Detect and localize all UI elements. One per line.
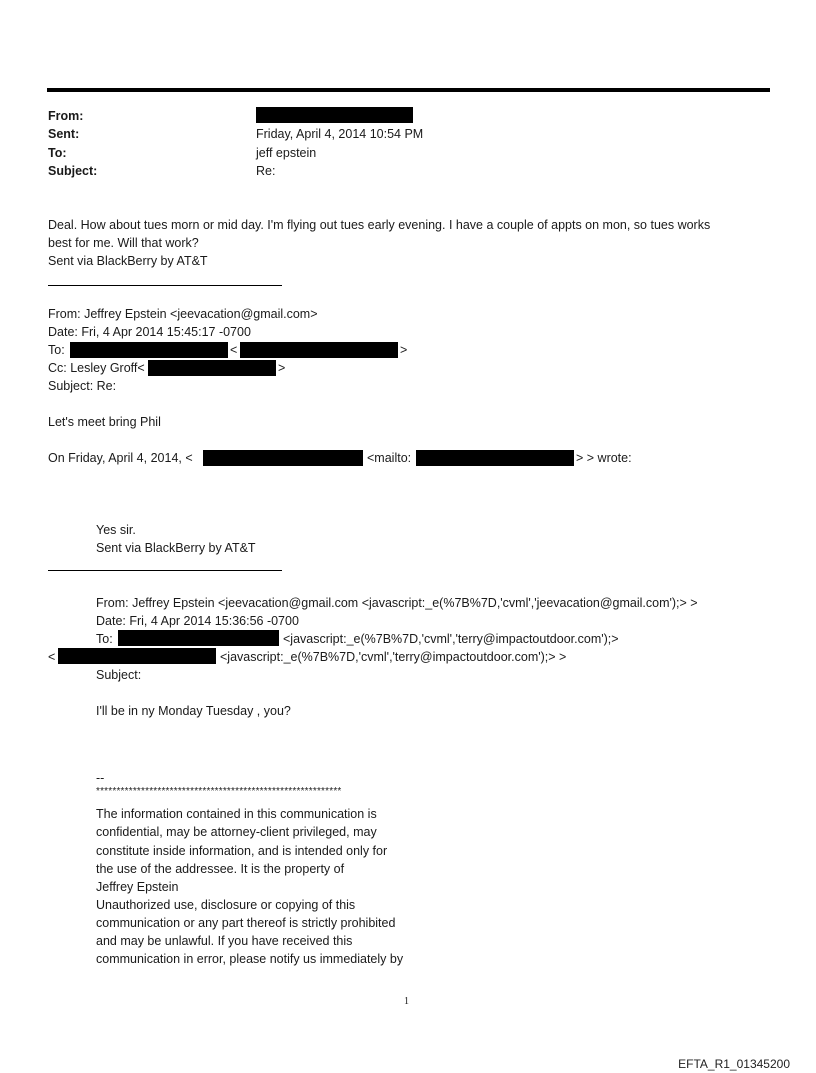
separator-2: [48, 570, 282, 571]
redacted-q2-to-email: [58, 648, 216, 664]
reply-line-1: Deal. How about tues morn or mid day. I'm flying out tues early evening. I have a couple of appts on mon, so tues works: [48, 218, 711, 232]
disclaimer-line: Unauthorized use, disclosure or copying of this: [96, 898, 356, 912]
sent-label: Sent:: [48, 127, 80, 141]
quoted2-to-js: <javascript:_e(%7B%7D,'cvml','terry@impactoutdoor.com');>: [283, 632, 619, 646]
quoted2-subject: Subject:: [96, 668, 142, 682]
reply-line-2: best for me. Will that work?: [48, 236, 199, 250]
disclaimer-line: and may be unlawful. If you have received this: [96, 934, 353, 948]
to-label: To:: [48, 146, 67, 160]
from-label: From:: [48, 109, 84, 123]
reply2-line-2: Sent via BlackBerry by AT&T: [96, 541, 256, 555]
quoted1-to-lt: <: [230, 343, 238, 357]
sent-value: Friday, April 4, 2014 10:54 PM: [256, 127, 424, 141]
quoted1-body: Let's meet bring Phil: [48, 415, 161, 429]
disclaimer-line: The information contained in this communication is: [96, 807, 377, 821]
redacted-q2-to-name: [118, 630, 279, 646]
quoted2-body: I'll be in ny Monday Tuesday , you?: [96, 704, 291, 718]
quoted2-lt: <: [48, 650, 56, 664]
subject-label: Subject:: [48, 164, 98, 178]
disclaimer-line: the use of the addressee. It is the property of: [96, 862, 345, 876]
signature-stars: ************************************************************: [96, 786, 342, 797]
redacted-on-name: [203, 450, 363, 466]
disclaimer-line: communication in error, please notify us immediately by: [96, 952, 404, 966]
quoted2-to-label: To:: [96, 632, 113, 646]
disclaimer-line: constitute inside information, and is intended only for: [96, 844, 388, 858]
redacted-to-name: [70, 342, 228, 358]
redacted-cc-email: [148, 360, 276, 376]
quoted2-to-js2: <javascript:_e(%7B%7D,'cvml','terry@impactoutdoor.com');> >: [220, 650, 567, 664]
quoted1-subject: Subject: Re:: [48, 379, 117, 393]
disclaimer-line: Jeffrey Epstein: [96, 880, 179, 894]
reply-line-3: Sent via BlackBerry by AT&T: [48, 254, 208, 268]
signature-dashes: --: [96, 771, 105, 785]
redacted-on-email: [416, 450, 574, 466]
quoted1-on-prefix: On Friday, April 4, 2014, <: [48, 451, 193, 465]
disclaimer-line: confidential, may be attorney-client privileged, may: [96, 825, 377, 839]
disclaimer-line: communication or any part thereof is strictly prohibited: [96, 916, 396, 930]
page-number: 1: [404, 996, 409, 1007]
to-value: jeff epstein: [256, 146, 317, 160]
header-rule: [47, 88, 770, 92]
quoted1-on-mailto: <mailto:: [367, 451, 412, 465]
redacted-to-email: [240, 342, 398, 358]
redacted-from: [256, 107, 413, 123]
quoted2-from: From: Jeffrey Epstein <jeevacation@gmail.com <javascript:_e(%7B%7D,'cvml','jeevacation@gmail.com');> >: [96, 596, 698, 610]
quoted1-on-suffix: > > wrote:: [576, 451, 632, 465]
quoted1-date: Date: Fri, 4 Apr 2014 15:45:17 -0700: [48, 325, 251, 339]
separator-1: [48, 285, 282, 286]
subject-value: Re:: [256, 164, 276, 178]
document-id: EFTA_R1_01345200: [678, 1057, 790, 1071]
reply2-line-1: Yes sir.: [96, 523, 136, 537]
quoted1-to-gt: >: [400, 343, 408, 357]
quoted1-cc: Cc: Lesley Groff<: [48, 361, 145, 375]
quoted1-to-label: To:: [48, 343, 65, 357]
quoted1-from: From: Jeffrey Epstein <jeevacation@gmail.com>: [48, 307, 318, 321]
quoted2-date: Date: Fri, 4 Apr 2014 15:36:56 -0700: [96, 614, 299, 628]
quoted1-cc-gt: >: [278, 361, 286, 375]
